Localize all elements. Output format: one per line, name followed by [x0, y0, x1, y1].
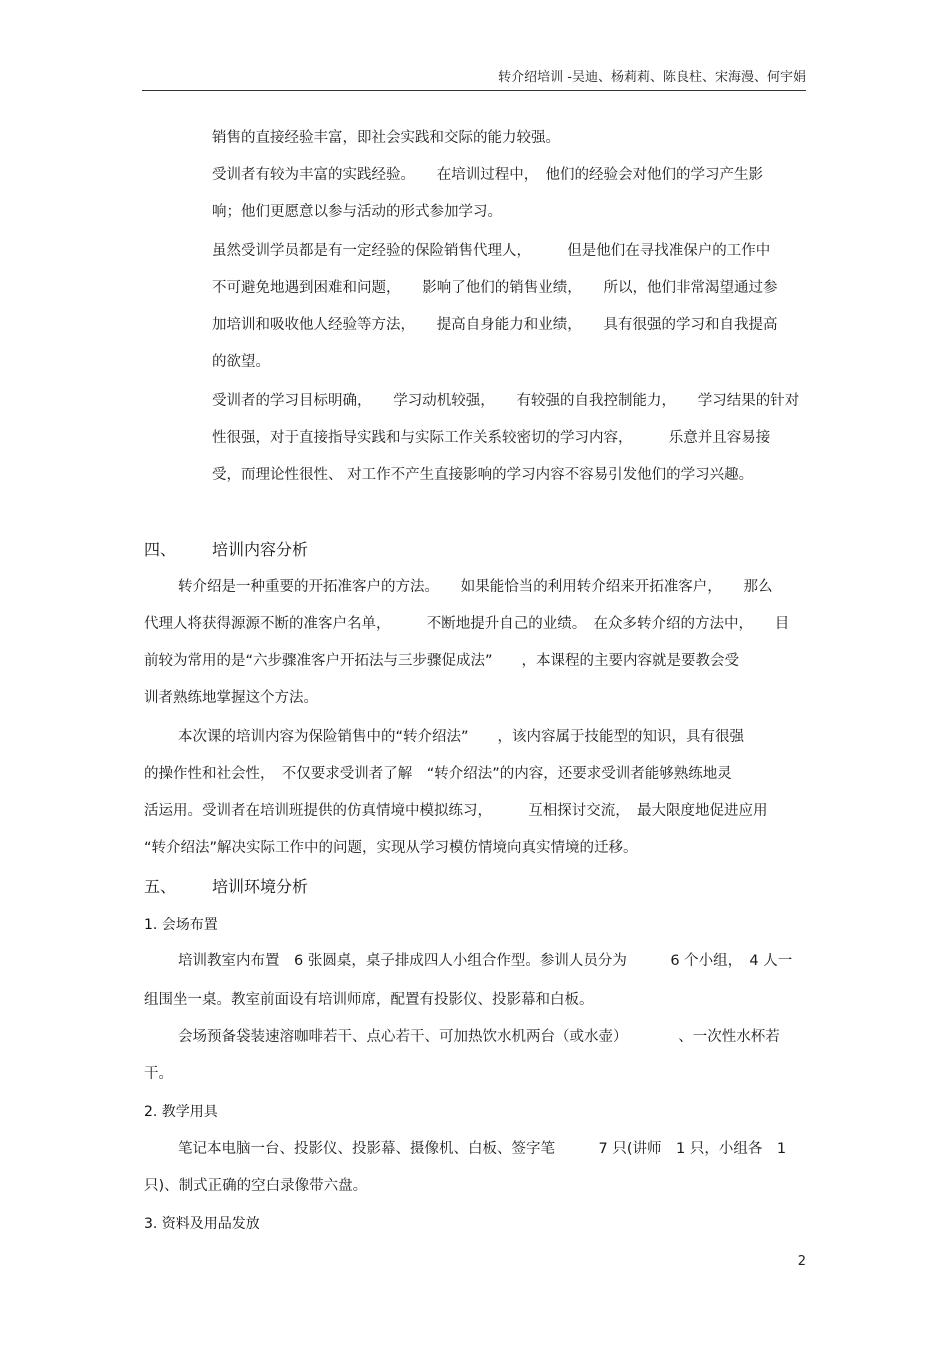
running-header: 转介绍培训 -吴迪、杨莉莉、陈良柱、宋海漫、何宇娟 [498, 70, 806, 85]
header-rule [142, 90, 806, 91]
section-4-p1-line-3: 前较为常用的是“六步骤准客户开拓法与三步骤促成法” ，本课程的主要内容就是要教会受 [144, 653, 740, 669]
section-4-p1-line-1: 转介绍是一种重要的开拓准客户的方法。 如果能恰当的利用转介绍来开拓准客户， 那么 [178, 579, 773, 595]
trainee-p3-line-3: 受，而理论性很性、 对工作不产生直接影响的学习内容不容易引发他们的学习兴趣。 [212, 467, 754, 483]
section-5-title: 培训环境分析 [212, 877, 309, 896]
trainee-p2-line-3: 加培训和吸收他人经验等方法， 提高自身能力和业绩， 具有很强的学习和自我提高 [212, 317, 778, 333]
trainee-p2-line-1: 虽然受训学员都是有一定经验的保险销售代理人， 但是他们在寻找准保户的工作中 [212, 243, 771, 259]
trainee-p1-line-2: 响；他们更愿意以参与活动的形式参加学习。 [212, 204, 502, 220]
venue-p2-line-1: 会场预备袋装速溶咖啡若干、点心若干、可加热饮水机两台（或水壶） 、一次性水杯若 [178, 1029, 780, 1045]
subsection-1-title: 1. 会场布置 [144, 917, 218, 933]
section-4-p1-line-2: 代理人将获得源源不断的准客户名单， 不断地提升自己的业绩。 在众多转介绍的方法中， 目 [144, 616, 790, 632]
trainee-p3-line-2: 性很强，对于直接指导实践和与实际工作关系较密切的学习内容， 乐意并且容易接 [212, 430, 771, 446]
section-4-p2-line-1: 本次课的培训内容为保险销售中的“转介绍法” ，该内容属于技能型的知识，具有很强 [178, 729, 745, 745]
venue-p1-line-1: 培训教室内布置 6 张圆桌，桌子排成四人小组合作型。参训人员分为 6 个小组， 4 人一 [178, 953, 793, 969]
section-4-p2-line-3: 活运用。受训者在培训班提供的仿真情境中模拟练习， 互相探讨交流， 最大限度地促进应用 [144, 803, 768, 819]
trainee-p2-line-2: 不可避免地遇到困难和问题， 影响了他们的销售业绩， 所以，他们非常渴望通过参 [212, 280, 778, 296]
venue-p1-line-2: 组围坐一桌。教室前面设有培训师席，配置有投影仪、投影幕和白板。 [144, 992, 594, 1008]
section-4-title: 培训内容分析 [212, 540, 309, 559]
trainee-p2-line-4: 的欲望。 [212, 354, 270, 370]
subsection-2-title: 2. 教学用具 [144, 1104, 218, 1120]
tools-p1-line-2: 只)、制式正确的空白录像带六盘。 [144, 1178, 368, 1194]
section-4-p2-line-4: “转介绍法”解决实际工作中的问题，实现从学习模仿情境向真实情境的迁移。 [144, 840, 638, 856]
trainee-p3-line-1: 受训者的学习目标明确， 学习动机较强， 有较强的自我控制能力， 学习结果的针对 [212, 393, 800, 409]
section-4-number: 四、 [144, 540, 177, 559]
tools-p1-line-1: 笔记本电脑一台、投影仪、投影幕、摄像机、白板、签字笔 7 只(讲师 1 只，小组各 1 [178, 1141, 787, 1157]
section-5-number: 五、 [144, 877, 177, 896]
page-number: 2 [797, 1254, 806, 1269]
section-4-p1-line-4: 训者熟练地掌握这个方法。 [144, 690, 318, 706]
section-4-p2-line-2: 的操作性和社会性， 不仅要求受训者了解 “转介绍法”的内容，还要求受训者能够熟练地灵 [144, 766, 732, 782]
trainee-line-1: 销售的直接经验丰富，即社会实践和交际的能力较强。 [212, 130, 560, 146]
venue-p2-line-2: 干。 [144, 1066, 173, 1082]
trainee-p1-line-1: 受训者有较为丰富的实践经验。 在培训过程中， 他们的经验会对他们的学习产生影 [212, 167, 763, 183]
subsection-3-title: 3. 资料及用品发放 [144, 1216, 260, 1232]
